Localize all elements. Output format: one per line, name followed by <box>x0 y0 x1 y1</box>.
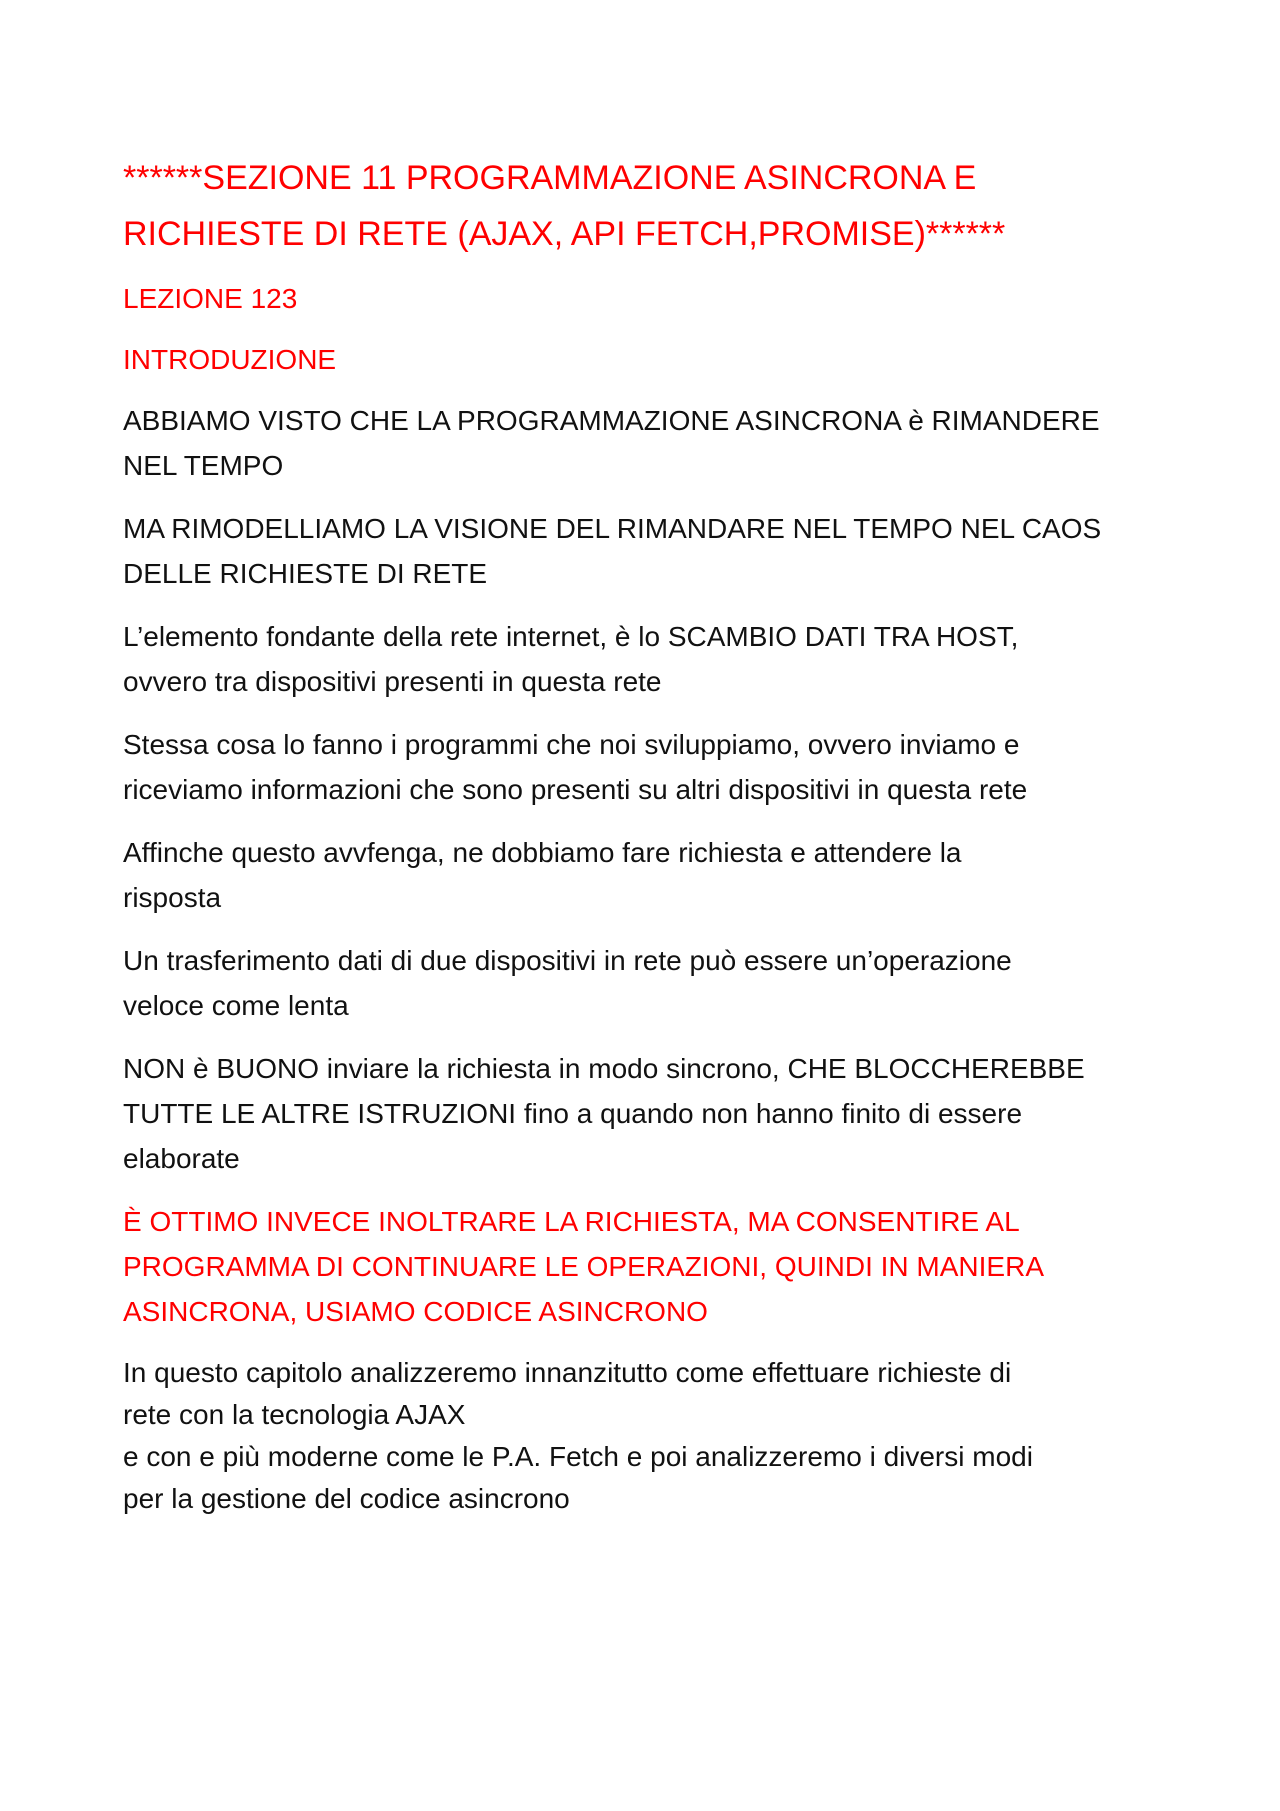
text-line: ovvero tra dispositivi presenti in questa rete <box>123 666 662 697</box>
paragraph <box>123 614 1173 704</box>
section-heading: INTRODUZIONE <box>123 344 337 375</box>
text-line: risposta <box>123 882 222 913</box>
text-line: DELLE RICHIESTE DI RETE <box>123 558 488 589</box>
text-line: ASINCRONA, USIAMO CODICE ASINCRONO <box>123 1296 708 1327</box>
paragraph <box>123 938 1173 1028</box>
text-line: PROGRAMMA DI CONTINUARE LE OPERAZIONI, QUINDI IN MANIERA <box>123 1251 1044 1282</box>
text-line: Stessa cosa lo fanno i programmi che noi sviluppiamo, ovvero inviamo e <box>123 729 1020 760</box>
lesson-heading: LEZIONE 123 <box>123 283 298 314</box>
paragraph <box>123 506 1173 596</box>
text-line: NON è BUONO inviare la richiesta in modo sincrono, CHE BLOCCHEREBBE <box>123 1053 1085 1084</box>
highlight-paragraph <box>123 1199 1173 1334</box>
closing-paragraph <box>123 1352 1173 1520</box>
text-line: e con e più moderne come le P.A. Fetch e poi analizzeremo i diversi modi <box>123 1441 1033 1472</box>
text-line: MA RIMODELLIAMO LA VISIONE DEL RIMANDARE NEL TEMPO NEL CAOS <box>123 513 1102 544</box>
title-line: RICHIESTE DI RETE (AJAX, API FETCH,PROMISE)****** <box>123 215 1006 253</box>
text-line: L’elemento fondante della rete internet, è lo SCAMBIO DATI TRA HOST, <box>123 621 1019 652</box>
text-line: Affinche questo avvfenga, ne dobbiamo fare richiesta e attendere la <box>123 837 962 868</box>
text-line: ABBIAMO VISTO CHE LA PROGRAMMAZIONE ASINCRONA è RIMANDERE <box>123 405 1100 436</box>
paragraph <box>123 1046 1173 1181</box>
text-line: È OTTIMO INVECE INOLTRARE LA RICHIESTA, MA CONSENTIRE AL <box>123 1206 1020 1237</box>
text-line: Un trasferimento dati di due dispositivi in rete può essere un’operazione <box>123 945 1012 976</box>
text-line: In questo capitolo analizzeremo innanzitutto come effettuare richieste di <box>123 1357 1012 1388</box>
text-line: rete con la tecnologia AJAX <box>123 1399 466 1430</box>
text-line: TUTTE LE ALTRE ISTRUZIONI fino a quando non hanno finito di essere <box>123 1098 1023 1129</box>
text-line: elaborate <box>123 1143 240 1174</box>
paragraph <box>123 398 1173 488</box>
text-line: veloce come lenta <box>123 990 349 1021</box>
text-line: NEL TEMPO <box>123 450 284 481</box>
text-line: per la gestione del codice asincrono <box>123 1483 570 1514</box>
text-line: riceviamo informazioni che sono presenti su altri dispositivi in questa rete <box>123 774 1028 805</box>
paragraph <box>123 722 1173 812</box>
page-title <box>123 150 1173 262</box>
document-page <box>123 150 1173 1538</box>
paragraph <box>123 830 1173 920</box>
title-line: ******SEZIONE 11 PROGRAMMAZIONE ASINCRONA E <box>123 159 977 197</box>
